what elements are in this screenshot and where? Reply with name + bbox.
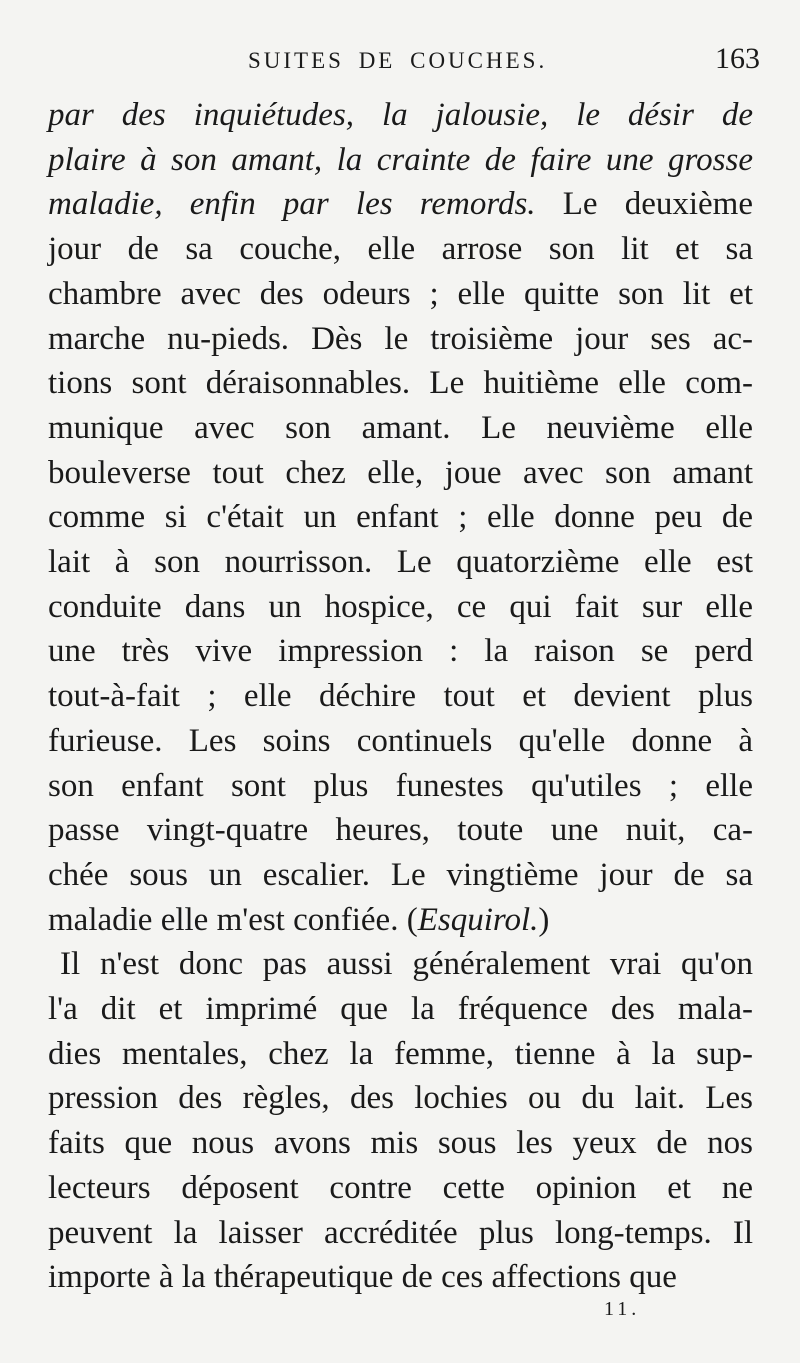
text-segment: peuvent la laisser accréditée plus long-temps. Il	[48, 1214, 753, 1251]
text-line	[48, 227, 753, 272]
italic-text: maladie, enfin par les remords.	[48, 186, 536, 223]
text-segment: pression des règles, des lochies ou du lait. Les	[48, 1080, 753, 1117]
text-line	[48, 987, 753, 1032]
text-line	[48, 898, 753, 943]
text-line	[48, 540, 753, 585]
text-line	[48, 1121, 753, 1166]
text-segment: lecteurs déposent contre cette opinion et ne	[48, 1169, 753, 1206]
text-line	[48, 942, 753, 987]
text-line	[48, 808, 753, 853]
italic-text: par des inquiétudes, la jalousie, le désir de	[48, 97, 753, 133]
text-segment: jour de sa couche, elle arrose son lit et sa	[48, 231, 753, 268]
text-segment: dies mentales, chez la femme, tienne à la sup-	[48, 1035, 753, 1072]
text-segment: une très vive impression : la raison se perd	[48, 633, 753, 670]
text-segment: tout-à-fait ; elle déchire tout et devient plus	[48, 678, 753, 715]
text-line	[48, 1166, 753, 1211]
text-line	[48, 182, 753, 227]
paragraph	[48, 93, 753, 942]
text-segment: importe à la thérapeutique de ces affections que	[48, 1259, 677, 1296]
paragraph	[48, 942, 753, 1300]
text-segment: chambre avec des odeurs ; elle quitte son lit et	[48, 275, 753, 312]
text-line	[48, 1255, 753, 1300]
page-header	[48, 42, 768, 82]
text-segment: chée sous un escalier. Le vingtième jour de sa	[48, 856, 753, 893]
text-segment: marche nu-pieds. Dès le troisième jour ses ac-	[48, 320, 753, 357]
text-segment: tions sont déraisonnables. Le huitième elle com-	[48, 365, 753, 402]
text-segment: comme si c'était un enfant ; elle donne peu de	[48, 499, 753, 536]
text-line	[48, 406, 753, 451]
text-line	[48, 317, 753, 362]
text-segment: l'a dit et imprimé que la fréquence des mala-	[48, 991, 753, 1028]
text-line	[48, 585, 753, 630]
text-line	[48, 361, 753, 406]
text-line	[48, 495, 753, 540]
text-segment: Il n'est donc pas aussi généralement vrai qu'on	[60, 946, 753, 983]
text-segment: munique avec son amant. Le neuvième elle	[48, 409, 753, 446]
signature-mark: 11.	[604, 1298, 641, 1320]
text-line	[48, 853, 753, 898]
text-line	[48, 764, 753, 809]
text-line	[48, 272, 753, 317]
text-line	[48, 93, 753, 138]
text-segment: maladie elle m'est confiée. (	[48, 901, 418, 938]
text-line	[48, 138, 753, 183]
text-segment: son enfant sont plus funestes qu'utiles ; elle	[48, 767, 753, 804]
text-segment: lait à son nourrisson. Le quatorzième elle est	[48, 544, 753, 581]
running-title: SUITES DE COUCHES.	[248, 48, 548, 73]
text-line	[48, 629, 753, 674]
text-segment: conduite dans un hospice, ce qui fait sur elle	[48, 588, 753, 625]
text-segment: Le deuxième	[535, 186, 753, 223]
body-text	[48, 93, 753, 1300]
text-segment: furieuse. Les soins continuels qu'elle donne à	[48, 722, 753, 759]
text-line	[48, 451, 753, 496]
page-number: 163	[715, 42, 760, 75]
text-segment: passe vingt-quatre heures, toute une nuit, ca-	[48, 812, 753, 849]
text-segment: faits que nous avons mis sous les yeux de nos	[48, 1125, 753, 1162]
italic-text: plaire à son amant, la crainte de faire une grosse	[48, 141, 753, 178]
text-line	[48, 719, 753, 764]
text-segment: bouleverse tout chez elle, joue avec son amant	[48, 454, 753, 491]
text-line	[48, 1032, 753, 1077]
text-line	[48, 1211, 753, 1256]
text-line	[48, 674, 753, 719]
italic-text: Esquirol.	[417, 901, 539, 938]
text-line	[48, 1076, 753, 1121]
text-segment: )	[538, 901, 550, 938]
